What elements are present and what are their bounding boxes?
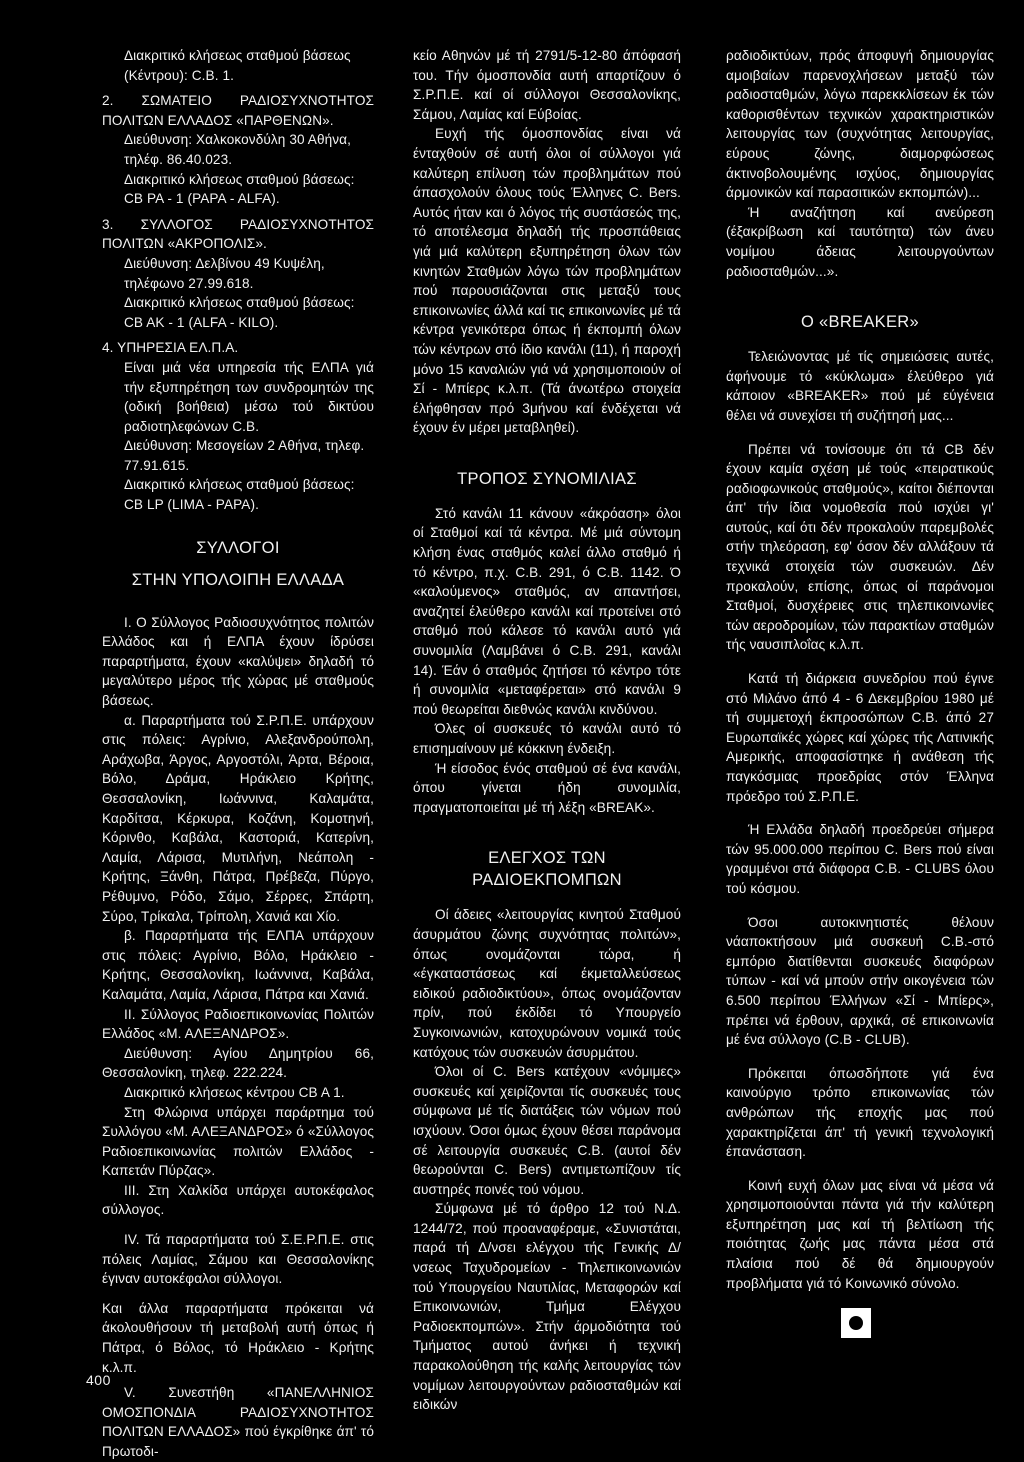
paragraph: β. Παραρτήματα τής ΕΛΠΑ υπάρχουν στις πόλεις: Αγρίνιο, Βόλο, Ηράκλειο - Κρήτης, Θεσσαλονίκη, Ιωάννινα, Καβάλα, Καλαμάτα, Λαμία, Λάρισα, Πάτρα και Χανιά. — [102, 928, 374, 1002]
paragraph: Ή αναζήτηση καί ανεύρεση (έξακρίβωση καί ταυτότητα) τών άνευ νομίμου άδειας λειτουργούντων ραδιοσταθμών...». — [726, 204, 994, 279]
paragraph: Σύμφωνα μέ τό άρθρο 12 τού Ν.Δ. 1244/72, πού προαναφέραμε, «Συνιστάται, παρά τή Δ/νσει ελέγχου τής Γενικής Δ/νσεως Ταχυδρομείων - Τηλεπικοινωνιών τού Υπουργείου Ναυτιλίας, Μεταφορών καί Επικοινωνιών, Τμήμα Ελέγχου Ραδιοεκπομπών». Στήν άρμοδιότητα τού Τμήματος αυτού άνήκει ή τεχνική παρακολούθηση τής καλής λειτουργίας τών νομίμων λειτουργούντων ραδιοσταθμών καί ειδικών — [413, 1201, 681, 1413]
paragraph: Διεύθυνση: Μεσογείων 2 Αθήνα, τηλεφ. 77.91.615. — [124, 438, 365, 473]
paragraph: Στη Φλώρινα υπάρχει παράρτημα τού Συλλόγου «Μ. ΑΛΕΞΑΝΔΡΟΣ» ό «Σύλλογος Ραδιοεπικοινωνίας πολιτών Ελλάδος - Καπετάν Πύρζας». — [102, 1104, 374, 1179]
column-right — [726, 46, 994, 1293]
section-heading: Ο «BREAKER» — [801, 313, 919, 332]
paragraph: III. Στη Χαλκίδα υπάρχει αυτοκέφαλος σύλλογος. — [102, 1182, 374, 1218]
paragraph: Στό κανάλι 11 κάνουν «άκρόαση» όλοι οί Σταθμοί καί τά κέντρα. Μέ μιά σύντομη κλήση ένας σταθμός καλεί άλλο σταθμό ή τό κέντρο, π.χ. C.B. 291, ό C.B. 1142. Ό «καλούμενος» σταθμός, αν απαντήσει, αναζητεί έλεύθερο κανάλι καί προτείνει στό σταθμό πού κάλεσε τό κανάλι αυτό γιά συνομιλία (Λαμβάνει ό C.B. 291, κανάλι 14). Έάν ό σταθμός ζητήσει τό κέντρο τότε ή συνομιλία «μεταφέρεται» στό κανάλι 9 πού θεωρείται διεθνώς κανάλι κινδύνου. — [413, 505, 681, 717]
paragraph: Ευχή τής όμοσπονδίας είναι νά ένταχθούν σέ αυτή όλοι οί σύλλογοι γιά καλύτερη επίλυση τών προβλημάτων πού άπασχολούν όλους τούς Έλληνες C. Bers. Αυτός ήταν και ό λόγος τής συστάσεώς της, τό αποτέλεσμα δηλαδή τής προσπάθειας γιά μιά καλύτερη εξυπηρέτηση όλων τών κινητών Σταθμών λόγω τών προβλημάτων πού παρουσιάζονται στις μεταξύ τους επικοινωνίες άλλά καί τις επικοινωνίες μέ τά κέντρα γενικότερα όπως ή έκπομπή όλων τών κέντρων στό ίδιο κανάλι (11), ή παροχή μόνο 15 καναλιών γιά νά χρησιμοποιούν οί Σί - Μπίερς κ.λ.π. (Τά άνωτέρω στοιχεία έλήφθησαν πρό 3μήνου καί ένδέχεται νά έχουν έν μέρει μεταβληθεί). — [413, 126, 681, 436]
paragraph: Κοινή ευχή όλων μας είναι νά μέσα νά χρησιμοποιούνται πάντα γιά τήν καλύτερη εξυπηρέτηση μας καί τή βελτίωση τής ποιότητας ζωής μας πάντα μέσα στά πλαίσια πού δέ θά δημιουργούν προβλήματα γιά τό Κοινωνικό σύνολο. — [726, 1177, 994, 1291]
paragraph: Κατά τή διάρκεια συνεδρίου πού έγινε στό Μιλάνο άπό 4 - 6 Δεκεμβρίου 1980 μέ τή συμμετοχή έκπροσώπων C.B. άπό 27 Ευρωπαϊκές χώρες καί χώρες τής Λατινικής Αμερικής, αποφασίστηκε ή ανάθεση τής παγκόσμιας προεδρίας στόν Έλληνα πρόεδρο τού Σ.Ρ.Π.Ε. — [726, 671, 994, 804]
paragraph: Είναι μιά νέα υπηρεσία τής ΕΛΠΑ γιά τήν εξυπηρέτηση των συνδρομητών της (οδική βοήθεια) μέσω τού δικτύου ραδιοτηλεφώνων C.B. — [124, 359, 374, 434]
section-heading: ΣΤΗΝ ΥΠΟΛΟΙΠΗ ΕΛΛΑΔΑ — [131, 570, 345, 589]
paragraph: I. Ο Σύλλογος Ραδιοσυχνότητος πολιτών Ελλάδος και ή ΕΛΠΑ έχουν ίδρύσει παραρτήματα, έχουν «καλύψει» δηλαδή τό μεγαλύτερο μέρος τής χώρας μέ σταθμούς βάσεως. — [102, 614, 374, 709]
section-heading: ΤΡΟΠΟΣ ΣΥΝΟΜΙΛΙΑΣ — [457, 469, 637, 488]
paragraph: ραδιοδικτύων, πρός άποφυγή δημιουργίας αμοιβαίων παρενοχλήσεων μεταξύ τών ραδιοσταθμών, λόγω παρεκκλίσεων έκ τών καθορισθέντων τεχνικών χαρακτηριστικών λειτουργίας των (συχνότητας λειτουργίας, εύρους ζώνης, διαμορφώσεως άκτινοβολουμένης ισχύος, δημιουργίας άρμονικών καί παρασιτικών εκπομπών)... — [726, 48, 994, 201]
paragraph: Ή είσοδος ένός σταθμού σέ ένα κανάλι, όπου γίνεται ήδη συνομιλία, πραγματοποιείται μέ τή λέξη «BREAK». — [413, 760, 681, 815]
paragraph: Διακριτικό κλήσεως σταθμού βάσεως (Κέντρου): C.B. 1. — [124, 48, 351, 83]
section-heading: ΣΥΛΛΟΓΟΙ — [196, 538, 280, 557]
paragraph: 4. ΥΠΗΡΕΣΙΑ ΕΛ.Π.Α. — [102, 340, 239, 356]
paragraph: Οί άδειες «λειτουργίας κινητού Σταθμού άσυρμάτου ζώνης συχνότητας πολιτών», όπως ονομάζονται τώρα, ή «έγκαταστάσεως καί έκμεταλλεύσεως ειδικού ραδιοδικτύου», όπως ονομάζονταν πρίν, πού έκδίδει τό Υπουργείο Συγκοινωνιών, κατοχυρώνουν νομικά τούς κατόχους τών συσκευών άσυρμάτου. — [413, 907, 681, 1060]
paragraph: Διεύθυνση: Δελβίνου 49 Κυψέλη, τηλέφωνο 27.99.618. — [124, 255, 325, 291]
paragraph: Όσοι αυτοκινητιστές θέλουν νάαποκτήσουν μιά συσκευή C.B.-στό εμπόριο διατίθενται συσκευές διαφόρων τύπων - καί νά μπούν στήν οικογένεια τών 6.500 περίπου Έλλήνων «Σί - Μπίερς», πρέπει νά έρθουν, αρχικά, σέ επικοινωνία μέ ένα σύλλογο (C.B - CLUB). — [726, 914, 994, 1048]
paragraph: Διεύθυνση: Χαλκοκονδύλη 30 Αθήνα, τηλέφ. 86.40.023. — [124, 132, 351, 167]
paragraph: Διακριτικό κλήσεως σταθμού βάσεως: CB PA - 1 (PAPA - ALFA). — [124, 171, 355, 207]
paragraph: Πρόκειται όπωσδήποτε γιά ένα καινούργιο τρόπο επικοινωνίας τών ανθρώπων τής εποχής μας πού χαρακτηρίζεται άπ' τή γενική τεχνολογική έπανάσταση. — [726, 1065, 994, 1160]
paragraph: Τελειώνοντας μέ τίς σημειώσεις αυτές, άφήνουμε τό «κύκλωμα» έλεύθερο γιά κάποιον «BREAKER» πού μέ εύγένεια θέλει νά συνεχίσει τή συζήτησή μας... — [726, 349, 994, 423]
paragraph: Διακριτικό κλήσεως σταθμού βάσεως: CB AK - 1 (ALFA - KILO). — [124, 295, 355, 330]
paragraph: κείο Αθηνών μέ τή 2791/5-12-80 άπόφασή του. Τήν όμοσπονδία αυτή απαρτίζουν ό Σ.Ρ.Π.Ε. καί οί σύλλογοι Θεσσαλονίκης, Σάμου, Λαμίας καί Εύβοίας. — [413, 48, 681, 122]
paragraph: Διακριτικό κλήσεως σταθμού βάσεως: CB LP (LIMA - PAPA). — [124, 477, 355, 513]
paragraph: Διακριτικό κλήσεως κέντρου CB A 1. — [124, 1084, 345, 1100]
paragraph: Ή Ελλάδα δηλαδή προεδρεύει σήμερα τών 95.000.000 περίπου C. Bers πού είναι γραμμένοι στά διάφορα C.B. - CLUBS όλου τού κόσμου. — [726, 822, 994, 896]
paragraph: 2. ΣΩΜΑΤΕΙΟ ΡΑΔΙΟΣΥΧΝΟΤΗΤΟΣ ΠΟΛΙΤΩΝ ΕΛΛΑΔΟΣ «ΠΑΡΘΕΝΩΝ». — [102, 93, 374, 128]
section-heading: ΕΛΕΓΧΟΣ ΤΩΝ ΡΑΔΙΟΕΚΠΟΜΠΩΝ — [472, 849, 622, 890]
paragraph: IV. Τά παραρτήματα τού Σ.Ε.Ρ.Π.Ε. στις πόλεις Λαμίας, Σάμου και Θεσσαλονίκης έγιναν αυτοκέφαλοι σύλλογοι. — [102, 1232, 374, 1287]
paragraph: Πρέπει νά τονίσουμε ότι τά CB δέν έχουν καμία σχέση μέ τούς «πειρατικούς ραδιοφωνικούς σταθμούς», καίτοι διέπονται άπ' τήν ίδια νομοθεσία πού ισχύει γι' αυτούς, καί ότι δέν προκαλούν παρεμβολές στήν τηλεόραση, εφ' όσον δέν αλλάξουν τά τεχνικά στοιχεία τών συσκευών. Δέν προκαλούν, επίσης, όπως οί παράνομοι Σταθμοί, δυσχέρειες στις τηλεπικοινωνίες τών αεροδρομίων, τών παρακτίων σταθμών τής ναυσιπλοΐας κ.λ.π. — [726, 441, 994, 653]
paragraph: Όλες οί συσκευές τό κανάλι αυτό τό επισημαίνουν μέ κόκκινη ένδειξη. — [413, 721, 681, 756]
page-number: 400 — [86, 1372, 111, 1388]
paragraph: Διεύθυνση: Αγίου Δημητρίου 66, Θεσσαλονίκη, τηλεφ. 222.224. — [102, 1045, 374, 1081]
column-left — [102, 46, 374, 1462]
paragraph: V. Συνεστήθη «ΠΑΝΕΛΛΗΝΙΟΣ ΟΜΟΣΠΟΝΔΙΑ ΡΑΔΙΟΣΥΧΝΟΤΗΤΟΣ ΠΟΛΙΤΩΝ ΕΛΛΑΔΟΣ» πού έγκρίθηκε άπ' τό Πρωτοδι- — [102, 1385, 374, 1459]
paragraph: 3. ΣΥΛΛΟΓΟΣ ΡΑΔΙΟΣΥΧΝΟΤΗΤΟΣ ΠΟΛΙΤΩΝ «ΑΚΡΟΠΟΛΙΣ». — [102, 216, 374, 252]
end-mark-icon — [841, 1308, 871, 1338]
paragraph: Και άλλα παραρτήματα πρόκειται νά άκολουθήσουν τή μεταβολή αυτή όπως ή Πάτρα, ό Βόλος, τό Ηράκλειο - Κρήτης κ.λ.π. — [102, 1300, 374, 1375]
paragraph: α. Παραρτήματα τού Σ.Ρ.Π.Ε. υπάρχουν στις πόλεις: Αγρίνιο, Αλεξανδρούπολη, Αράχωβα, Άργος, Αργοστόλι, Άρτα, Βέροια, Βόλο, Δράμα, Ηράκλειο Κρήτης, Θεσσαλονίκη, Ιωάννινα, Καλαμάτα, Καρδίτσα, Κέρκυρα, Κοζάνη, Κομοτηνή, Κόρινθο, Καβάλα, Καστοριά, Κατερίνη, Λαμία, Λάρισα, Μυτιλήνη, Νεάπολη - Κρήτης, Ξάνθη, Πάτρα, Πρέβεζα, Πύργο, Ρέθυμνο, Ρόδο, Σάμο, Σέρρες, Σπάρτη, Σύρο, Τρίκαλα, Τρίπολη, Χανιά και Χίο. — [102, 712, 374, 924]
paragraph: Όλοι οί C. Bers κατέχουν «νόμιμες» συσκευές καί χειρίζονται τίς συσκευές τους σύμφωνα μέ τίς διατάξεις τών νόμων πού ισχύουν. Όσοι όμως έχουν θέσει παράνομα σέ λειτουργία συσκευές C.B. (αυτοί δέν θεωρούνται C. Bers) αντιμετωπίζουν τίς αυστηρές ποινές τού νόμου. — [413, 1064, 681, 1197]
paragraph: II. Σύλλογος Ραδιοεπικοινωνίας Πολιτών Ελλάδος «Μ. ΑΛΕΞΑΝΔΡΟΣ». — [102, 1006, 374, 1042]
column-middle — [413, 46, 681, 1415]
